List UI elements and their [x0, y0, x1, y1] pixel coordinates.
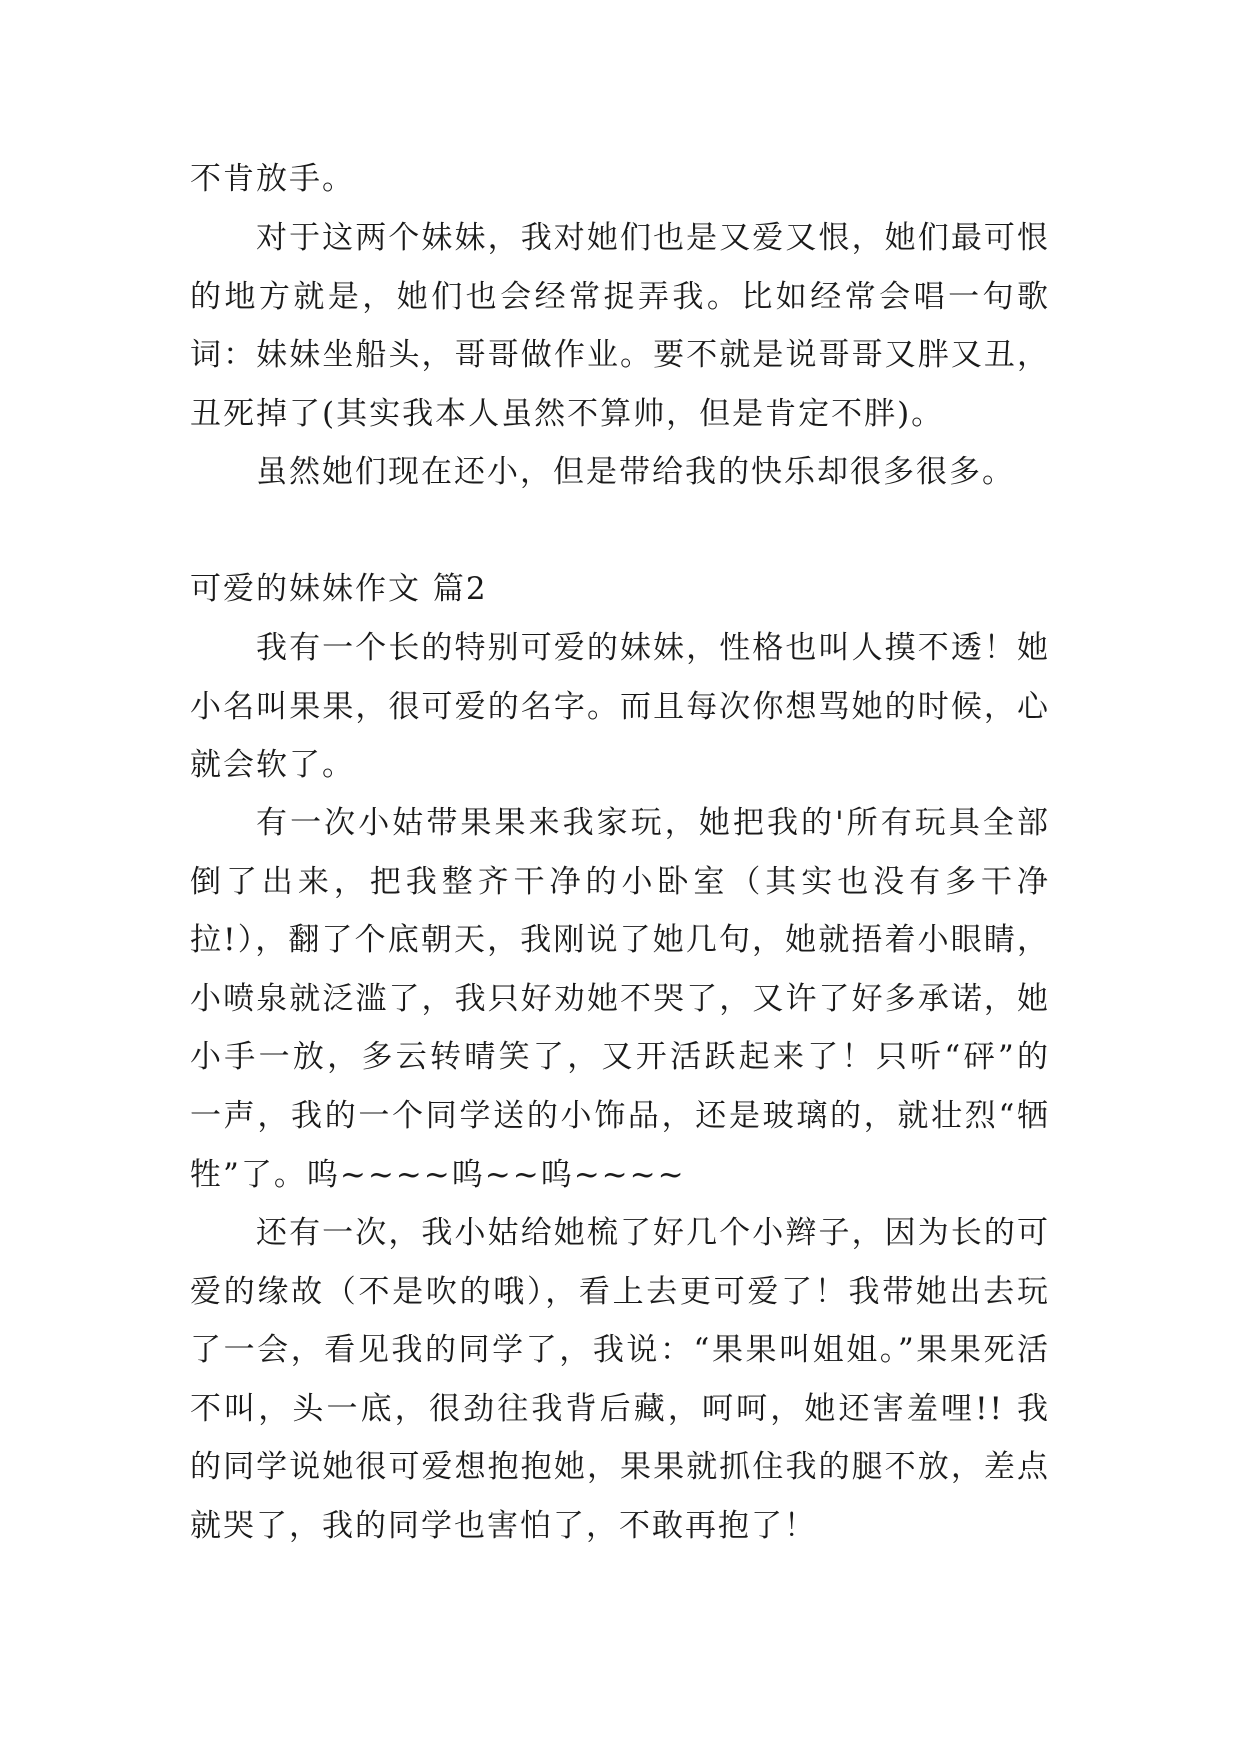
paragraph-toys-story: 有一次小姑带果果来我家玩，她把我的'所有玩具全部倒了出来，把我整齐干净的小卧室（其实也没有多干净拉!），翻了个底朝天，我刚说了她几句，她就捂着小眼睛，小喷泉就泛滥了，我只好劝她不哭了，又许了好多承诺，她小手一放，多云转晴笑了，又开活跃起来了！只听“砰”的一声，我的一个同学送的小饰品，还是玻璃的，就壮烈“牺牲”了。呜~~~~呜~~呜~~~~	[190, 805, 1050, 1193]
section-title: 可爱的妹妹作文 篇2	[190, 571, 488, 607]
paragraph-braids-story: 还有一次，我小姑给她梳了好几个小辫子，因为长的可爱的缘故（不是吹的哦），看上去更可爱了！我带她出去玩了一会，看见我的同学了，我说：“果果叫姐姐。”果果死活不叫，头一底，很劲往我背后藏，呵呵，她还害羞哩!! 我的同学说她很可爱想抱抱她，果果就抓住我的腿不放，差点就哭了，我的同学也害怕了，不敢再抱了！	[190, 1215, 1050, 1544]
paragraph-two-sisters: 对于这两个妹妹，我对她们也是又爱又恨，她们最可恨的地方就是，她们也会经常捉弄我。比如经常会唱一句歌词：妹妹坐船头，哥哥做作业。要不就是说哥哥又胖又丑，丑死掉了(其实我本人虽然不算帅，但是肯定不胖)。	[190, 220, 1050, 432]
paragraph-happiness: 虽然她们现在还小，但是带给我的快乐却很多很多。	[256, 454, 1015, 490]
paragraph-guoguo-intro: 我有一个长的特别可爱的妹妹，性格也叫人摸不透！她小名叫果果，很可爱的名字。而且每次你想骂她的时候，心就会软了。	[190, 630, 1050, 784]
paragraph-continuation: 不肯放手。	[190, 161, 355, 197]
